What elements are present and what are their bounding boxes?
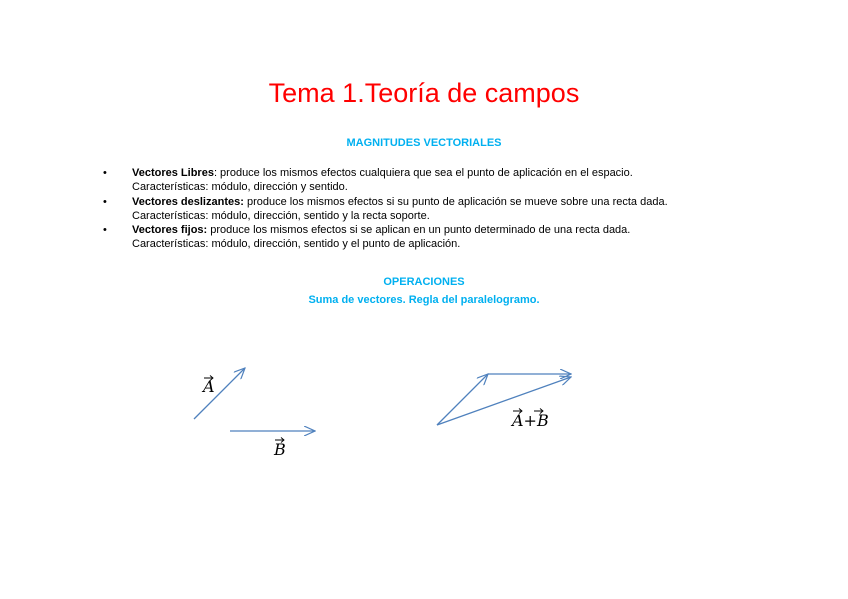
label-sum bbox=[510, 409, 549, 431]
resultant-arrow bbox=[437, 377, 571, 425]
item-characteristics: Características: módulo, dirección, sentido y la recta soporte. bbox=[132, 209, 430, 222]
section-heading-magnitudes: MAGNITUDES VECTORIALES bbox=[346, 137, 502, 149]
label-a bbox=[201, 376, 215, 397]
item-characteristics: Características: módulo, dirección, sentido y el punto de aplicación. bbox=[132, 238, 461, 251]
label-sum-text: A+B bbox=[512, 411, 549, 430]
page-title: Tema 1.Teoría de campos bbox=[268, 78, 580, 108]
item-term: Vectores deslizantes: bbox=[132, 195, 244, 208]
sum-vector-a-arrow bbox=[437, 374, 488, 425]
item-definition: produce los mismos efectos si su punto de aplicación se mueve sobre una recta dada. bbox=[243, 195, 668, 208]
item-definition: : produce los mismos efectos cualquiera que sea el punto de aplicación en el espacio. bbox=[213, 167, 633, 179]
label-a-text: A bbox=[203, 377, 215, 396]
item-term: Vectores fijos: bbox=[132, 224, 208, 237]
bullet-glyph: • bbox=[103, 167, 107, 179]
bullet-glyph: • bbox=[103, 224, 107, 237]
label-b bbox=[273, 438, 286, 460]
bullet-glyph: • bbox=[103, 195, 107, 208]
item-characteristics: Características: módulo, dirección y sentido. bbox=[132, 181, 348, 194]
label-b-text: B bbox=[274, 440, 286, 459]
item-term: Vectores Libres bbox=[132, 167, 214, 179]
section-heading-operaciones: OPERACIONES bbox=[383, 276, 465, 288]
item-definition: produce los mismos efectos si se aplican en un punto determinado de una recta dada. bbox=[207, 224, 631, 237]
vector-a-arrow bbox=[194, 368, 245, 419]
section-subheading-suma: Suma de vectores. Regla del paralelogramo. bbox=[308, 294, 540, 306]
